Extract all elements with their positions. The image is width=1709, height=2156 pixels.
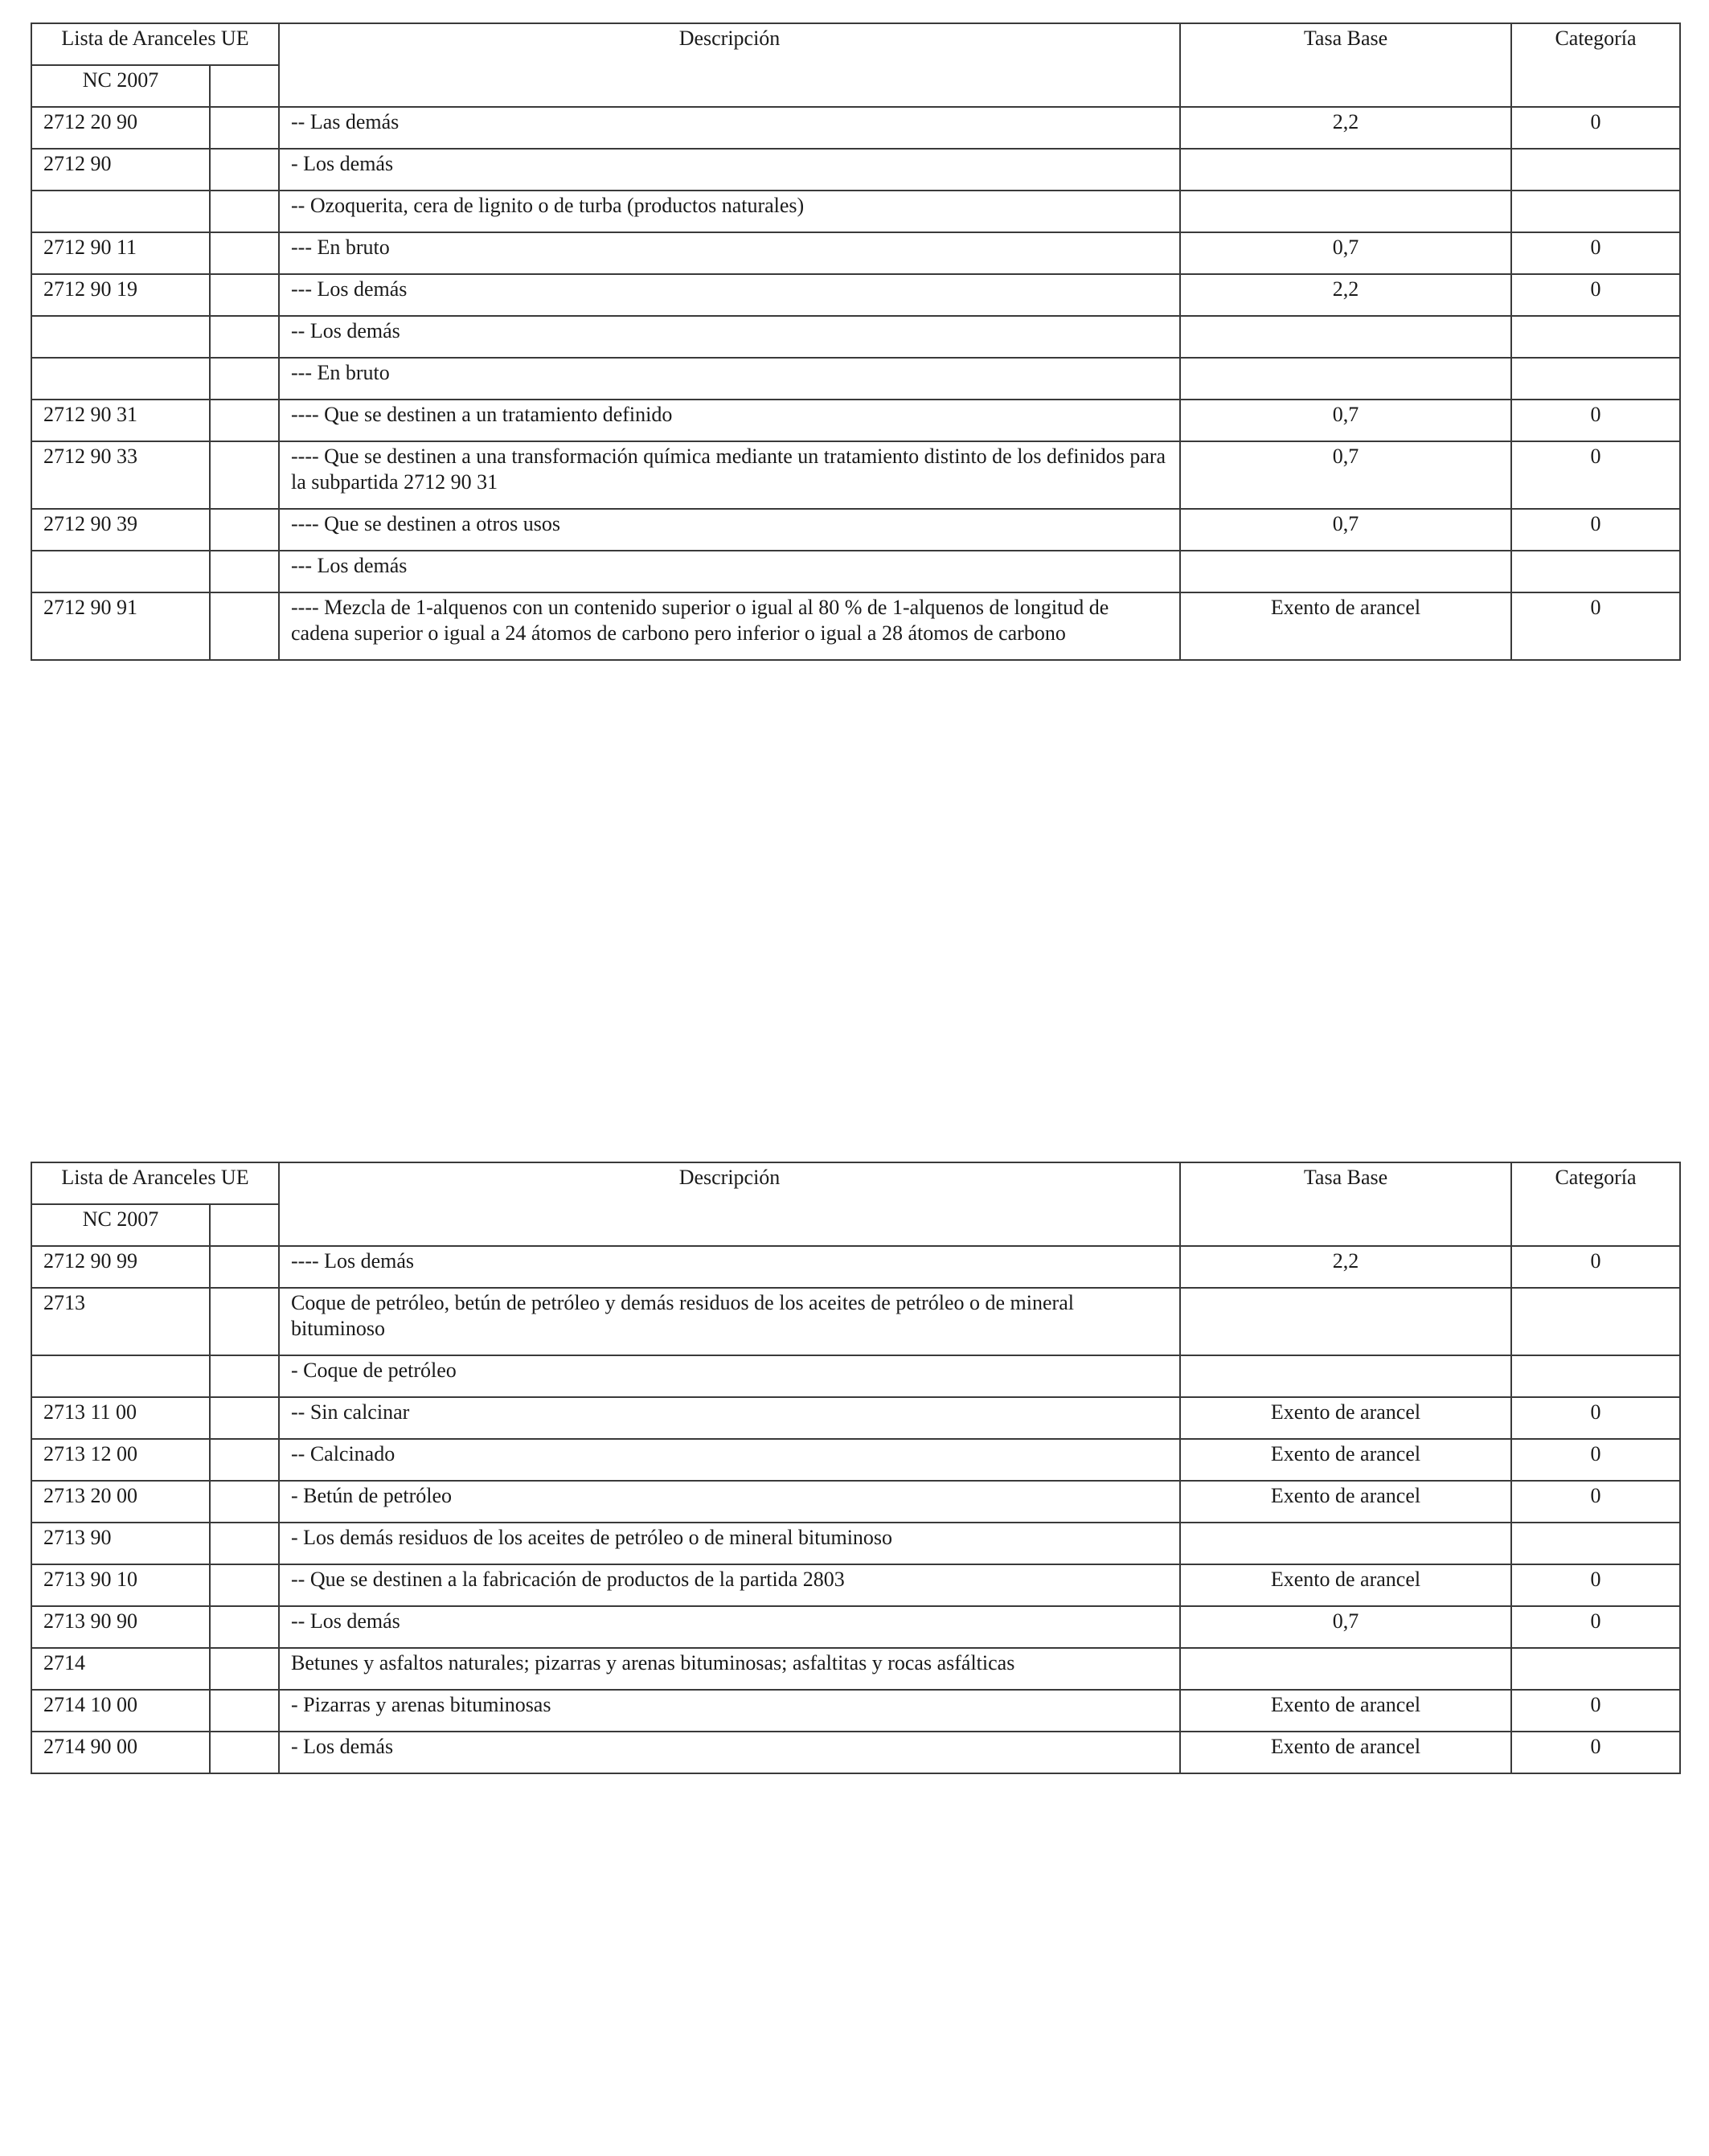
description-cell: - Los demás: [279, 149, 1180, 191]
category-cell: [1511, 316, 1680, 358]
empty-cell: [210, 1246, 279, 1288]
empty-cell: [210, 191, 279, 232]
tariff-table-body: [31, 23, 1680, 660]
table-row: [31, 592, 1680, 660]
header-row: [31, 23, 1680, 65]
nc-code-cell: 2713 11 00: [31, 1397, 210, 1439]
empty-cell: [210, 274, 279, 316]
empty-cell: [210, 1439, 279, 1481]
empty-cell: [210, 1564, 279, 1606]
description-cell: - Los demás: [279, 1732, 1180, 1773]
empty-cell: [210, 1732, 279, 1773]
base-rate-cell: [1180, 191, 1511, 232]
nc-code-cell: 2712 90 31: [31, 400, 210, 441]
category-cell: 0: [1511, 232, 1680, 274]
empty-cell: [210, 149, 279, 191]
category-cell: [1511, 1355, 1680, 1397]
header-tariff-list: Lista de Aranceles UE: [31, 23, 279, 65]
description-cell: - Pizarras y arenas bituminosas: [279, 1690, 1180, 1732]
description-cell: -- Los demás: [279, 1606, 1180, 1648]
nc-code-cell: 2712 90 99: [31, 1246, 210, 1288]
base-rate-cell: [1180, 358, 1511, 400]
description-cell: - Betún de petróleo: [279, 1481, 1180, 1523]
category-cell: [1511, 1648, 1680, 1690]
table-row: [31, 1732, 1680, 1773]
header-category: Categoría: [1511, 1162, 1680, 1246]
category-cell: 0: [1511, 592, 1680, 660]
table-row: [31, 1481, 1680, 1523]
description-cell: -- Ozoquerita, cera de lignito o de turba (productos naturales): [279, 191, 1180, 232]
category-cell: [1511, 1288, 1680, 1355]
description-cell: --- Los demás: [279, 274, 1180, 316]
empty-cell: [210, 1397, 279, 1439]
nc-code-cell: 2712 90 39: [31, 509, 210, 551]
nc-code-cell: 2713 90 10: [31, 1564, 210, 1606]
header-description: Descripción: [279, 23, 1180, 107]
header-base-rate: Tasa Base: [1180, 1162, 1511, 1246]
table-row: [31, 1690, 1680, 1732]
tariff-table-body: [31, 1162, 1680, 1773]
table-row: [31, 1648, 1680, 1690]
table-row: [31, 1355, 1680, 1397]
nc-code-cell: [31, 551, 210, 592]
empty-cell: [210, 1481, 279, 1523]
tariff-table-1: [31, 23, 1681, 661]
description-cell: ---- Que se destinen a otros usos: [279, 509, 1180, 551]
base-rate-cell: Exento de arancel: [1180, 1564, 1511, 1606]
empty-cell: [210, 1648, 279, 1690]
table-row: [31, 400, 1680, 441]
base-rate-cell: 2,2: [1180, 274, 1511, 316]
table-row: [31, 1439, 1680, 1481]
nc-code-cell: 2714 10 00: [31, 1690, 210, 1732]
table-row: [31, 358, 1680, 400]
category-cell: 0: [1511, 441, 1680, 509]
table-row: [31, 1397, 1680, 1439]
base-rate-cell: 0,7: [1180, 509, 1511, 551]
header-description: Descripción: [279, 1162, 1180, 1246]
empty-cell: [210, 232, 279, 274]
nc-code-cell: 2712 90 11: [31, 232, 210, 274]
nc-code-cell: [31, 1355, 210, 1397]
nc-code-cell: 2713 90 90: [31, 1606, 210, 1648]
table-row: [31, 509, 1680, 551]
nc-code-cell: 2712 90 19: [31, 274, 210, 316]
category-cell: 0: [1511, 1606, 1680, 1648]
category-cell: 0: [1511, 1439, 1680, 1481]
category-cell: 0: [1511, 1732, 1680, 1773]
base-rate-cell: Exento de arancel: [1180, 592, 1511, 660]
base-rate-cell: 0,7: [1180, 1606, 1511, 1648]
table-row: [31, 551, 1680, 592]
base-rate-cell: [1180, 1288, 1511, 1355]
description-cell: ---- Los demás: [279, 1246, 1180, 1288]
table-row: [31, 107, 1680, 149]
nc-code-cell: 2712 90 33: [31, 441, 210, 509]
description-cell: Coque de petróleo, betún de petróleo y demás residuos de los aceites de petróleo o de mineral bituminoso: [279, 1288, 1180, 1355]
nc-code-cell: [31, 191, 210, 232]
nc-code-cell: 2712 90: [31, 149, 210, 191]
description-cell: --- En bruto: [279, 232, 1180, 274]
empty-cell: [210, 1690, 279, 1732]
empty-cell: [210, 592, 279, 660]
nc-code-cell: [31, 316, 210, 358]
base-rate-cell: [1180, 1648, 1511, 1690]
empty-cell: [210, 509, 279, 551]
category-cell: 0: [1511, 1397, 1680, 1439]
base-rate-cell: Exento de arancel: [1180, 1481, 1511, 1523]
base-rate-cell: 2,2: [1180, 1246, 1511, 1288]
table-row: [31, 1246, 1680, 1288]
category-cell: 0: [1511, 107, 1680, 149]
header-empty-cell: [210, 65, 279, 107]
base-rate-cell: [1180, 316, 1511, 358]
nc-code-cell: 2712 20 90: [31, 107, 210, 149]
nc-code-cell: [31, 358, 210, 400]
description-cell: --- En bruto: [279, 358, 1180, 400]
empty-cell: [210, 1288, 279, 1355]
table-row: [31, 232, 1680, 274]
empty-cell: [210, 107, 279, 149]
table-row: [31, 441, 1680, 509]
base-rate-cell: Exento de arancel: [1180, 1732, 1511, 1773]
table-row: [31, 149, 1680, 191]
base-rate-cell: [1180, 551, 1511, 592]
description-cell: -- Calcinado: [279, 1439, 1180, 1481]
table-row: [31, 1288, 1680, 1355]
nc-code-cell: 2712 90 91: [31, 592, 210, 660]
description-cell: --- Los demás: [279, 551, 1180, 592]
category-cell: [1511, 358, 1680, 400]
table-row: [31, 1523, 1680, 1564]
category-cell: [1511, 551, 1680, 592]
description-cell: - Coque de petróleo: [279, 1355, 1180, 1397]
table-row: [31, 274, 1680, 316]
nc-code-cell: 2714: [31, 1648, 210, 1690]
category-cell: 0: [1511, 400, 1680, 441]
category-cell: 0: [1511, 509, 1680, 551]
nc-code-cell: 2713: [31, 1288, 210, 1355]
table-row: [31, 191, 1680, 232]
header-tariff-list: Lista de Aranceles UE: [31, 1162, 279, 1204]
header-empty-cell: [210, 1204, 279, 1246]
table-row: [31, 316, 1680, 358]
empty-cell: [210, 316, 279, 358]
description-cell: -- Que se destinen a la fabricación de productos de la partida 2803: [279, 1564, 1180, 1606]
description-cell: Betunes y asfaltos naturales; pizarras y arenas bituminosas; asfaltitas y rocas asfálticas: [279, 1648, 1180, 1690]
table-row: [31, 1564, 1680, 1606]
table-row: [31, 1606, 1680, 1648]
header-category: Categoría: [1511, 23, 1680, 107]
category-cell: [1511, 191, 1680, 232]
nc-code-cell: 2713 20 00: [31, 1481, 210, 1523]
nc-code-cell: 2713 90: [31, 1523, 210, 1564]
category-cell: 0: [1511, 1564, 1680, 1606]
nc-code-cell: 2713 12 00: [31, 1439, 210, 1481]
base-rate-cell: Exento de arancel: [1180, 1397, 1511, 1439]
category-cell: [1511, 1523, 1680, 1564]
base-rate-cell: Exento de arancel: [1180, 1690, 1511, 1732]
category-cell: 0: [1511, 1481, 1680, 1523]
empty-cell: [210, 551, 279, 592]
header-base-rate: Tasa Base: [1180, 23, 1511, 107]
header-nc-2007: NC 2007: [31, 1204, 210, 1246]
base-rate-cell: 0,7: [1180, 400, 1511, 441]
base-rate-cell: 0,7: [1180, 441, 1511, 509]
category-cell: 0: [1511, 1690, 1680, 1732]
category-cell: 0: [1511, 1246, 1680, 1288]
nc-code-cell: 2714 90 00: [31, 1732, 210, 1773]
description-cell: -- Los demás: [279, 316, 1180, 358]
header-nc-2007: NC 2007: [31, 65, 210, 107]
base-rate-cell: Exento de arancel: [1180, 1439, 1511, 1481]
empty-cell: [210, 400, 279, 441]
base-rate-cell: [1180, 1355, 1511, 1397]
empty-cell: [210, 1523, 279, 1564]
category-cell: 0: [1511, 274, 1680, 316]
base-rate-cell: [1180, 149, 1511, 191]
header-row: [31, 1162, 1680, 1204]
base-rate-cell: 0,7: [1180, 232, 1511, 274]
description-cell: -- Sin calcinar: [279, 1397, 1180, 1439]
empty-cell: [210, 1606, 279, 1648]
empty-cell: [210, 1355, 279, 1397]
tariff-table-2: [31, 1162, 1681, 1774]
description-cell: -- Las demás: [279, 107, 1180, 149]
description-cell: - Los demás residuos de los aceites de petróleo o de mineral bituminoso: [279, 1523, 1180, 1564]
description-cell: ---- Que se destinen a una transformación química mediante un tratamiento distinto de los definidos para la subpartida 2712 90 31: [279, 441, 1180, 509]
empty-cell: [210, 441, 279, 509]
base-rate-cell: 2,2: [1180, 107, 1511, 149]
category-cell: [1511, 149, 1680, 191]
description-cell: ---- Mezcla de 1-alquenos con un contenido superior o igual al 80 % de 1-alquenos de longitud de cadena superior o igual a 24 átomos de carbono pero inferior o igual a 28 átomos de carbono: [279, 592, 1180, 660]
base-rate-cell: [1180, 1523, 1511, 1564]
description-cell: ---- Que se destinen a un tratamiento definido: [279, 400, 1180, 441]
empty-cell: [210, 358, 279, 400]
